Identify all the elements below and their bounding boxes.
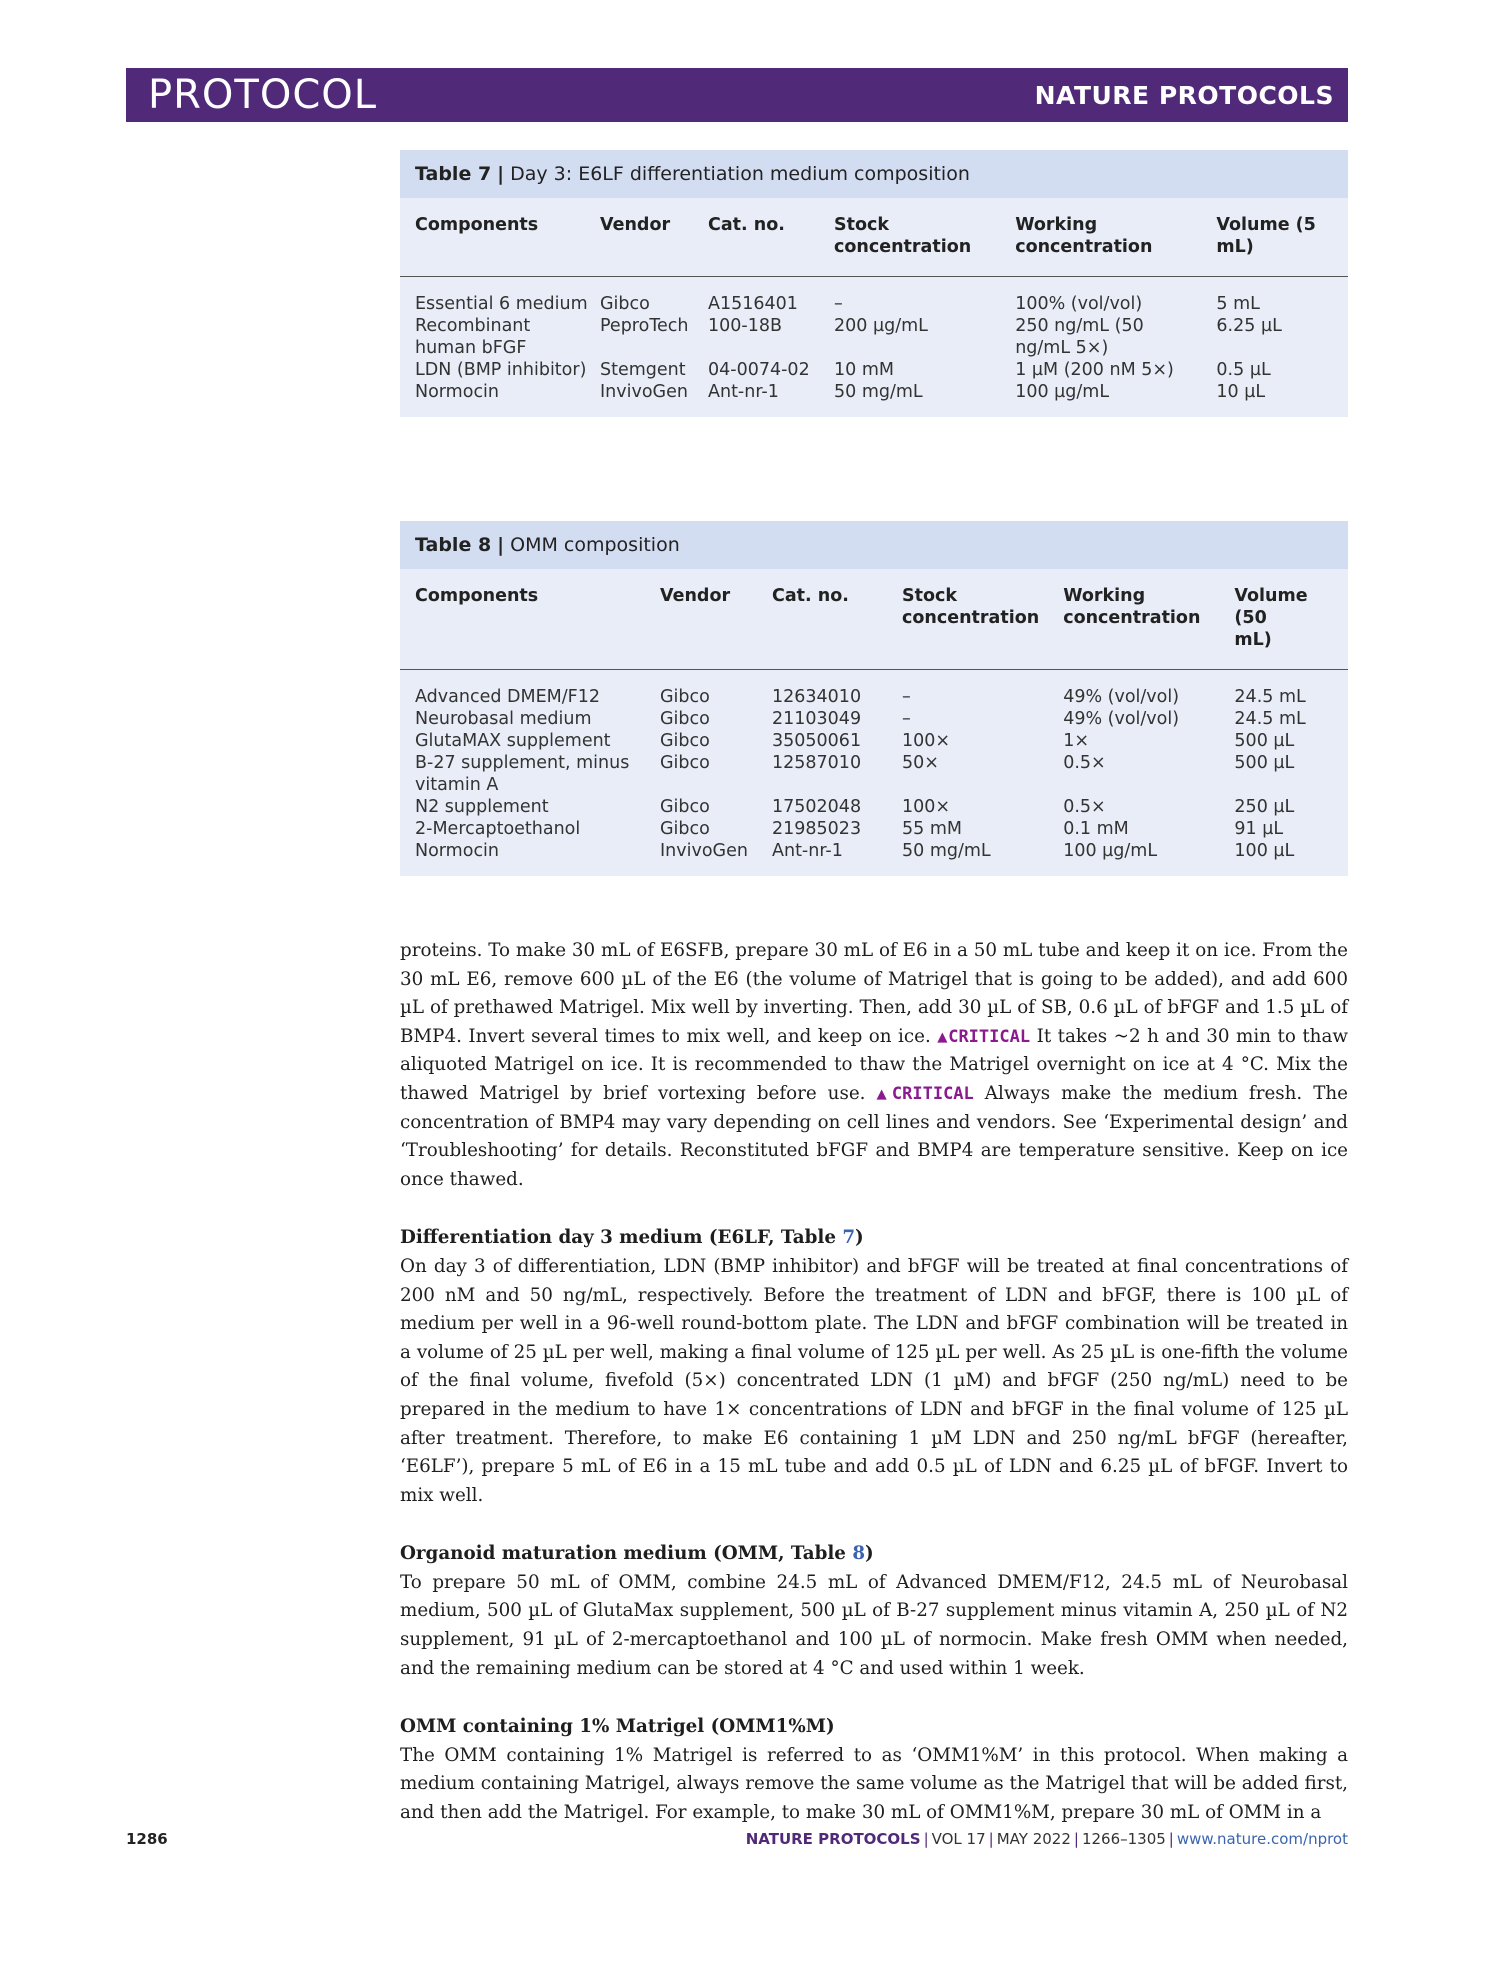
footer-citation xyxy=(746,1830,1348,1848)
table-cell: 0.5× xyxy=(1063,753,1106,773)
table-cell: 12634010 xyxy=(772,687,862,707)
table-row xyxy=(400,670,1348,709)
footer-url[interactable]: www.nature.com/nprot xyxy=(1176,1830,1348,1848)
table-8-caption xyxy=(400,521,1348,569)
table-cell: Gibco xyxy=(660,819,710,839)
table-cell: 100 µg/mL xyxy=(1063,841,1158,861)
caption-separator: | xyxy=(497,534,505,556)
paragraph-e6lf: On day 3 of differentiation, LDN (BMP inhibitor) and bFGF will be treated at final concentrations of 200 nM and 50 ng/mL, respectively. Before the treatment of LDN and bFGF, there is 100 µL of medium per well in a 96-well round-bottom plate. The LDN and bFGF combination will be treated in a volume of 25 µL per well, making a final volume of 125 µL per well. As 25 µL is one-fifth the volume of the final volume, fivefold (5×) concentrated LDN (1 µM) and bFGF (250 ng/mL) need to be prepared in the medium to have 1× concentrations of LDN and bFGF in the final volume of 125 µL after treatment. Therefore, to make E6 containing 1 µM LDN and 250 ng/mL bFGF (hereafter, ‘E6LF’), prepare 5 mL of E6 in a 15 mL tube and add 0.5 µL of LDN and 6.25 µL of bFGF. Invert to mix well. xyxy=(400,1255,1348,1506)
heading-text: Organoid maturation medium (OMM, Table xyxy=(400,1543,853,1565)
table-cell: A1516401 xyxy=(708,294,798,314)
table-cell: 17502048 xyxy=(772,797,862,817)
table-7-link[interactable]: 7 xyxy=(842,1227,856,1249)
table-cell: Gibco xyxy=(600,294,650,314)
table-cell: Recombinant human bFGF xyxy=(415,316,531,358)
table-cell: 21985023 xyxy=(772,819,862,839)
table-cell: 35050061 xyxy=(772,731,862,751)
table-cell: Gibco xyxy=(660,709,710,729)
table-8-grid xyxy=(400,569,1348,876)
table-row xyxy=(400,730,1348,752)
table-cell: Advanced DMEM/F12 xyxy=(415,687,600,707)
column-header: Working concentration xyxy=(1011,198,1212,277)
table-cell: Gibco xyxy=(660,731,710,751)
table-cell: Gibco xyxy=(660,687,710,707)
table-cell: Stemgent xyxy=(600,360,686,380)
table-cell: 04-0074-02 xyxy=(708,360,810,380)
table-cell: 250 µL xyxy=(1234,797,1295,817)
table-8-label: Table 8 xyxy=(415,534,492,556)
table-cell: 55 mM xyxy=(902,819,962,839)
footer-volume: VOL 17 xyxy=(931,1830,986,1848)
table-cell: 49% (vol/vol) xyxy=(1063,687,1180,707)
table-row xyxy=(400,796,1348,818)
table-cell: Ant-nr-1 xyxy=(708,382,779,402)
table-cell: 0.5× xyxy=(1063,797,1106,817)
column-header: Working concentration xyxy=(1059,569,1230,670)
table-cell: 100 µg/mL xyxy=(1015,382,1110,402)
table-cell: 100× xyxy=(902,731,951,751)
section-label: PROTOCOL xyxy=(148,72,378,118)
heading-text: ) xyxy=(855,1227,864,1249)
table-cell: 1 µM (200 nM 5×) xyxy=(1015,360,1174,380)
table-cell: 1× xyxy=(1063,731,1090,751)
table-cell: Gibco xyxy=(660,753,710,773)
paragraph-omm: To prepare 50 mL of OMM, combine 24.5 mL of Advanced DMEM/F12, 24.5 mL of Neurobasal medium, 500 µL of GlutaMax supplement, 500 µL of B-27 supplement minus vitamin A, 250 µL of N2 supplement, 91 µL of 2-mercaptoethanol and 100 µL of normocin. Make fresh OMM when needed, and the remaining medium can be stored at 4 °C and used within 1 week. xyxy=(400,1571,1348,1679)
table-cell: 2-Mercaptoethanol xyxy=(415,819,581,839)
table-7-label: Table 7 xyxy=(415,163,492,185)
paragraph-omm1m: The OMM containing 1% Matrigel is referred to as ‘OMM1%M’ in this protocol. When making a medium containing Matrigel, always remove the same volume as the Matrigel that will be added first, and then add the Matrigel. For example, to make 30 mL of OMM1%M, prepare 30 mL of OMM in a xyxy=(400,1744,1348,1824)
journal-name: NATURE PROTOCOLS xyxy=(1034,80,1334,110)
table-cell: 200 µg/mL xyxy=(834,316,928,336)
table-row xyxy=(400,381,1348,417)
table-cell: InvivoGen xyxy=(600,382,688,402)
table-cell: 49% (vol/vol) xyxy=(1063,709,1180,729)
page-number: 1286 xyxy=(126,1830,168,1848)
column-header: Stock concentration xyxy=(898,569,1059,670)
table-cell: Gibco xyxy=(660,797,710,817)
table-cell: 50 mg/mL xyxy=(834,382,923,402)
table-cell: 0.1 mM xyxy=(1063,819,1129,839)
table-cell: Normocin xyxy=(415,841,500,861)
table-row xyxy=(400,752,1348,796)
table-cell: 10 mM xyxy=(834,360,894,380)
critical-label: ▲CRITICAL xyxy=(937,1026,1031,1047)
table-cell: InvivoGen xyxy=(660,841,748,861)
table-cell: Ant-nr-1 xyxy=(772,841,843,861)
table-7-caption xyxy=(400,150,1348,198)
table-cell: 10 µL xyxy=(1216,382,1266,402)
column-header: Vendor xyxy=(656,569,768,670)
table-cell: 500 µL xyxy=(1234,731,1295,751)
table-8-title: OMM composition xyxy=(510,534,680,556)
table-cell: 500 µL xyxy=(1234,753,1295,773)
table-cell: 24.5 mL xyxy=(1234,687,1306,707)
table-cell: 50 mg/mL xyxy=(902,841,991,861)
section-heading-omm1m: OMM containing 1% Matrigel (OMM1%M) xyxy=(400,1716,835,1738)
table-cell: Normocin xyxy=(415,382,500,402)
table-row xyxy=(400,818,1348,840)
table-cell: 250 ng/mL (50 ng/mL 5×) xyxy=(1015,316,1144,358)
table-cell: – xyxy=(834,294,843,314)
table-cell: 24.5 mL xyxy=(1234,709,1306,729)
table-cell: Neurobasal medium xyxy=(415,709,592,729)
column-header: Volume (5 mL) xyxy=(1212,198,1348,277)
table-cell: LDN (BMP inhibitor) xyxy=(415,360,587,380)
footer-date: MAY 2022 xyxy=(996,1830,1071,1848)
footer-separator: | xyxy=(1073,1830,1079,1848)
table-cell: 100% (vol/vol) xyxy=(1015,294,1143,314)
table-cell: N2 supplement xyxy=(415,797,549,817)
table-cell: 50× xyxy=(902,753,939,773)
table-cell: B-27 supplement, minus vitamin A xyxy=(415,753,630,795)
section-heading-omm xyxy=(400,1540,1348,1569)
column-header: Volume (50 mL) xyxy=(1230,569,1348,670)
table-cell: 5 mL xyxy=(1216,294,1260,314)
column-header: Cat. no. xyxy=(704,198,830,277)
table-row xyxy=(400,315,1348,359)
footer-separator: | xyxy=(988,1830,994,1848)
paragraph-text: Always make the medium fresh. The concentration of BMP4 may vary depending on cell lines and vendors. See ‘Experimental design’ and ‘Troubleshooting’ for details. Reconstituted bFGF and BMP4 are temperature sensitive. Keep on ice once thawed. xyxy=(400,1082,1349,1190)
heading-text: ) xyxy=(865,1543,874,1565)
table-row xyxy=(400,708,1348,730)
column-header: Components xyxy=(400,569,656,670)
column-header: Components xyxy=(400,198,596,277)
table-cell: 100-18B xyxy=(708,316,782,336)
footer-separator: | xyxy=(1168,1830,1174,1848)
critical-label: ▲CRITICAL xyxy=(876,1083,974,1104)
footer-separator: | xyxy=(923,1830,929,1848)
table-cell: 6.25 µL xyxy=(1216,316,1282,336)
paragraph-text: It takes ~2 h and 30 min to thaw aliquoted Matrigel on ice. It is recommended to thaw the Matrigel overnight on ice at 4 °C. Mix the thawed Matrigel by brief vortexing before use. xyxy=(400,1025,1349,1104)
table-cell: 100× xyxy=(902,797,951,817)
column-header: Cat. no. xyxy=(768,569,898,670)
paragraph-e6sfb xyxy=(400,937,1348,1194)
table-7 xyxy=(400,150,1348,417)
body-text xyxy=(400,937,1348,1828)
table-row xyxy=(400,359,1348,381)
table-cell: 91 µL xyxy=(1234,819,1284,839)
page-header xyxy=(126,68,1348,122)
footer-journal: NATURE PROTOCOLS xyxy=(745,1830,921,1848)
caption-separator: | xyxy=(497,163,505,185)
table-cell: GlutaMAX supplement xyxy=(415,731,611,751)
table-row xyxy=(400,840,1348,876)
table-cell: – xyxy=(902,687,911,707)
table-cell: PeproTech xyxy=(600,316,689,336)
table-cell: Essential 6 medium xyxy=(415,294,588,314)
footer-pages: 1266–1305 xyxy=(1081,1830,1166,1848)
table-cell: 100 µL xyxy=(1234,841,1295,861)
paragraph-text: proteins. To make 30 mL of E6SFB, prepare 30 mL of E6 in a 50 mL tube and keep it on ice. From the 30 mL E6, remove 600 µL of the E6 (the volume of Matrigel that is going to be added), and add 600 µL of prethawed Matrigel. Mix well by inverting. Then, add 30 µL of SB, 0.6 µL of bFGF and 1.5 µL of BMP4. Invert several times to mix well, and keep on ice. xyxy=(400,940,1348,1047)
table-row xyxy=(400,277,1348,316)
table-cell: 21103049 xyxy=(772,709,862,729)
table-cell: – xyxy=(902,709,911,729)
column-header: Vendor xyxy=(596,198,704,277)
table-header-row xyxy=(400,198,1348,277)
column-header: Stock concentration xyxy=(830,198,1011,277)
section-heading-e6lf xyxy=(400,1224,1348,1253)
table-7-title: Day 3: E6LF differentiation medium composition xyxy=(510,163,970,185)
table-cell: 12587010 xyxy=(772,753,862,773)
table-8-link[interactable]: 8 xyxy=(852,1543,866,1565)
table-8 xyxy=(400,521,1348,876)
heading-text: Differentiation day 3 medium (E6LF, Table xyxy=(400,1227,843,1249)
table-7-grid xyxy=(400,198,1348,417)
table-header-row xyxy=(400,569,1348,670)
table-cell: 0.5 µL xyxy=(1216,360,1271,380)
